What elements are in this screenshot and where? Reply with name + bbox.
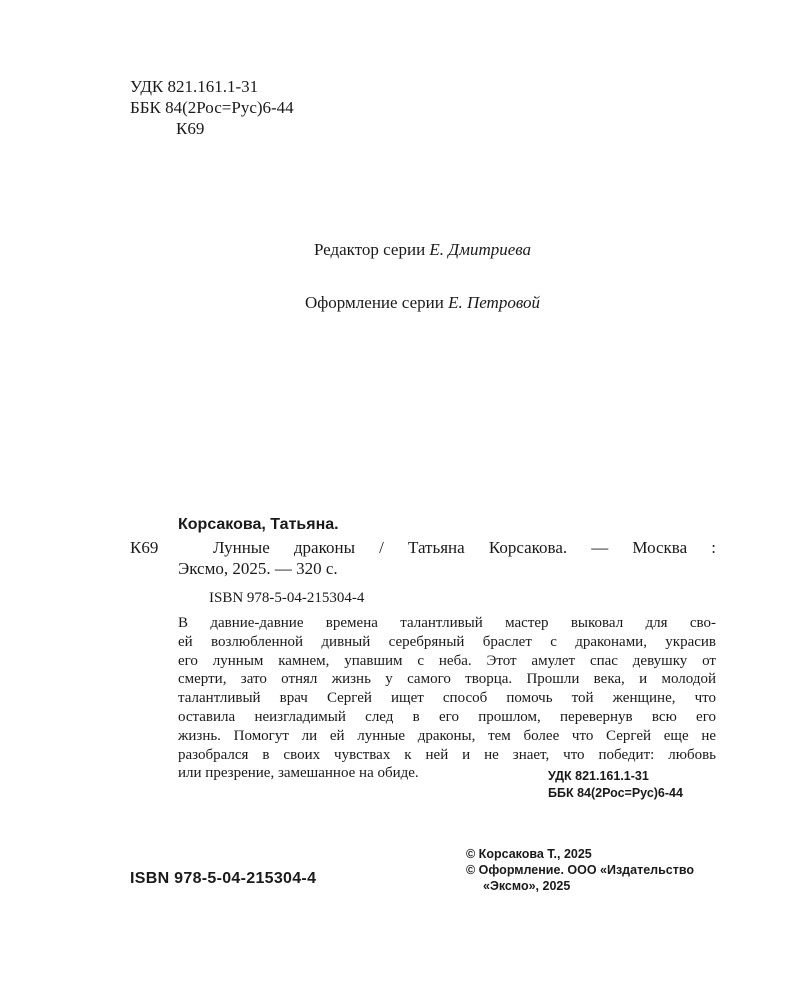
series-design-credit bbox=[0, 293, 800, 313]
classification-block-top bbox=[130, 76, 294, 139]
annotation-line: разобрался в своих чувствах к ней и не знает, что победит: любовь bbox=[178, 746, 716, 763]
copyright-design: © Оформление. ООО «Издательство bbox=[466, 863, 694, 877]
bbk-code: ББК 84(2Рос=Рус)6-44 bbox=[130, 98, 294, 117]
copyright-block bbox=[466, 846, 694, 894]
series-design-label: Оформление серии bbox=[305, 293, 449, 312]
catalog-publisher-line: Эксмо, 2025. — 320 с. bbox=[178, 559, 338, 578]
catalog-author: Корсакова, Татьяна. bbox=[178, 516, 339, 533]
annotation-line: смерти, зато отнял жизнь у самого творца. Прошли века, и молодой bbox=[178, 671, 716, 688]
author-mark: К69 bbox=[176, 119, 205, 138]
annotation-line: его лунным камнем, упавшим с неба. Этот амулет спас девушку от bbox=[178, 652, 716, 669]
copyright-design-continued: «Эксмо», 2025 bbox=[483, 879, 571, 893]
annotation-line: оставила неизгладимый след в его прошлом, перевернув всю его bbox=[178, 708, 716, 725]
series-design-name: Е. Петровой bbox=[448, 293, 540, 312]
catalog-author-mark: К69 bbox=[130, 538, 159, 557]
series-editor-label: Редактор серии bbox=[313, 240, 430, 259]
annotation-line: жизнь. Помогут ли ей лунные драконы, тем более что Сергей еще не bbox=[178, 727, 716, 744]
annotation-line: или презрение, замешанное на обиде. bbox=[178, 765, 419, 782]
annotation-line: В давние-давние времена талантливый мастер выковал для сво- bbox=[178, 615, 716, 631]
catalog-title-line: Лунные драконы / Татьяна Корсакова. — Москва : bbox=[213, 538, 716, 557]
annotation bbox=[178, 614, 716, 783]
catalog-isbn: ISBN 978-5-04-215304-4 bbox=[209, 590, 365, 606]
udk-code: УДК 821.161.1-31 bbox=[130, 77, 259, 96]
udk-code-bottom: УДК 821.161.1-31 bbox=[548, 769, 649, 783]
bbk-code-bottom: ББК 84(2Рос=Рус)6-44 bbox=[548, 786, 683, 800]
series-editor-name: Е. Дмитриева bbox=[429, 240, 532, 259]
series-editor-credit bbox=[0, 240, 800, 260]
copyright-author: © Корсакова Т., 2025 bbox=[466, 847, 592, 861]
annotation-line: ей возлюбленной дивный серебряный браслет с драконами, украсив bbox=[178, 633, 716, 650]
classification-block-bottom bbox=[548, 768, 683, 802]
isbn-footer: ISBN 978-5-04-215304-4 bbox=[130, 870, 317, 887]
annotation-line: талантливый врач Сергей ищет способ помочь той женщине, что bbox=[178, 690, 716, 707]
